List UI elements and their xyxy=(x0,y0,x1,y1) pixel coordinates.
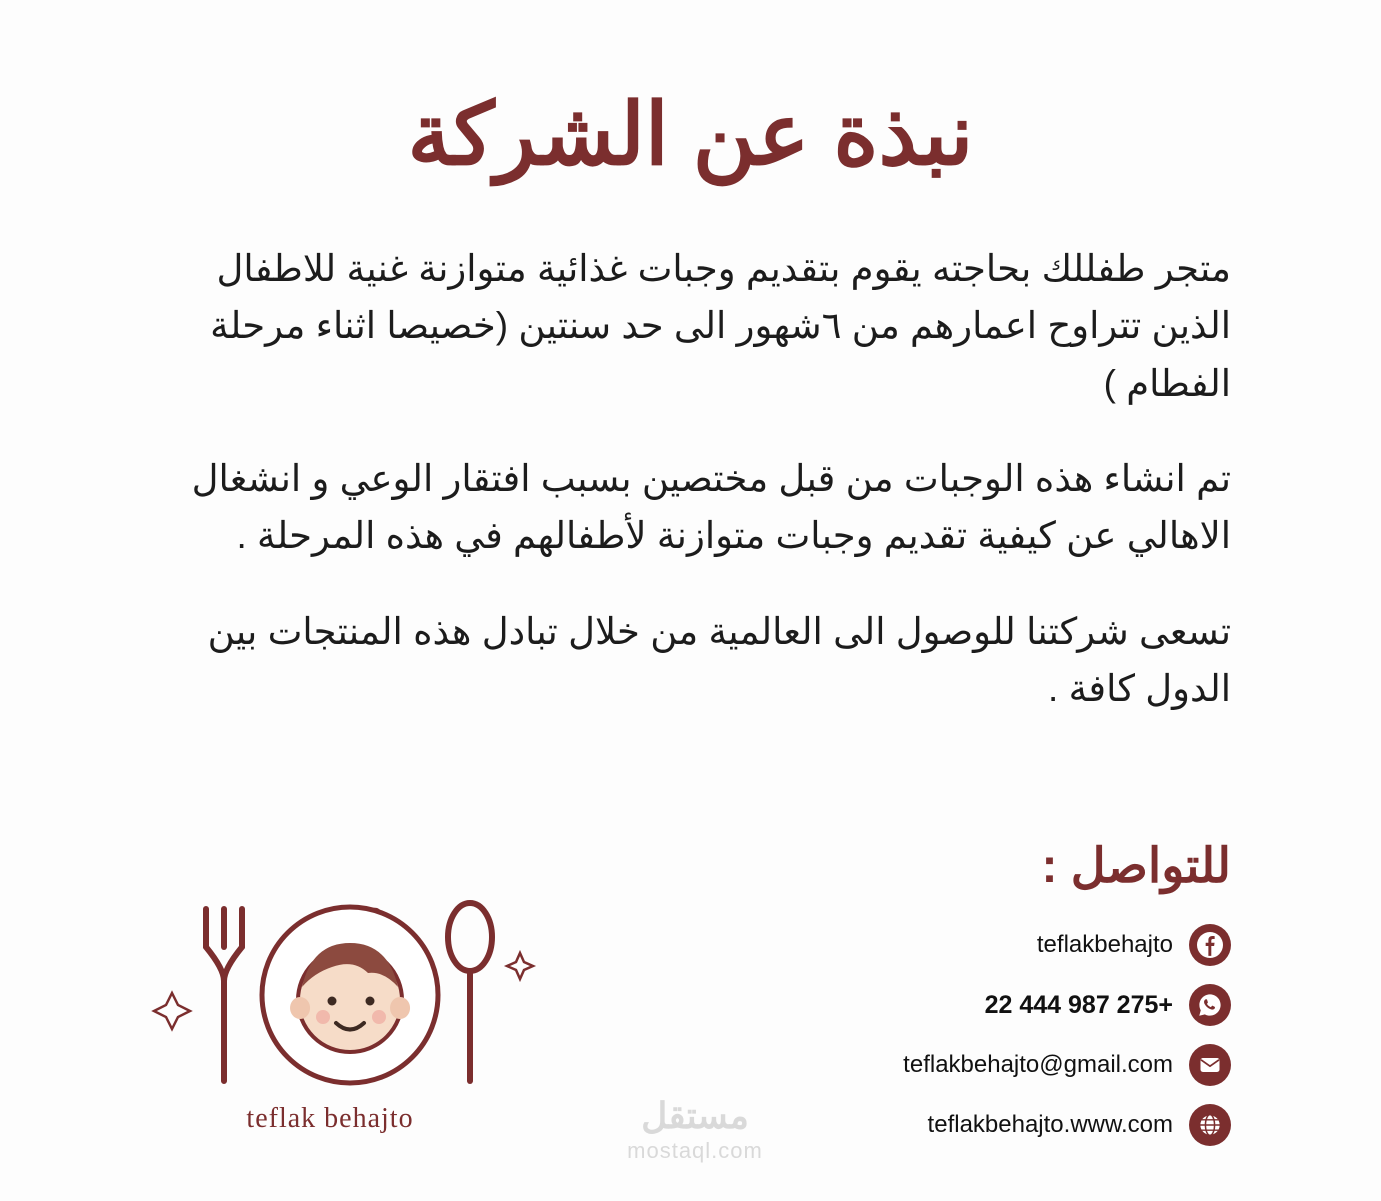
email-icon xyxy=(1189,1044,1231,1086)
contact-heading: للتواصل : xyxy=(1041,840,1231,893)
facebook-icon xyxy=(1189,924,1231,966)
contact-value-whatsapp: 22 444 987 275+ xyxy=(984,990,1173,1019)
contact-row-facebook[interactable] xyxy=(811,925,1231,965)
contact-row-website[interactable] xyxy=(811,1105,1231,1145)
paragraph-2: تم انشاء هذه الوجبات من قبل مختصين بسبب افتقار الوعي و انشغال الاهالي عن كيفية تقديم وجبات متوازنة لأطفالهم في هذه المرحلة . xyxy=(191,458,1231,557)
brand-logo xyxy=(120,875,580,1165)
watermark xyxy=(595,1096,795,1164)
watermark-arabic: مستقل xyxy=(641,1095,749,1136)
logo-caption: teflak behajto xyxy=(246,1103,414,1134)
contact-value-facebook: teflakbehajto xyxy=(1036,931,1173,958)
contact-row-whatsapp[interactable] xyxy=(811,985,1231,1025)
watermark-latin: mostaql.com xyxy=(627,1137,763,1163)
contact-list xyxy=(811,925,1231,1165)
paragraph-3: تسعى شركتنا للوصول الى العالمية من خلال تبادل هذه المنتجات بين الدول كافة . xyxy=(207,610,1231,710)
contact-value-website: teflakbehajto.www.com xyxy=(927,1111,1173,1138)
globe-icon xyxy=(1189,1104,1231,1146)
page-title: نبذة عن الشركة xyxy=(407,87,974,183)
contact-row-email[interactable] xyxy=(811,1045,1231,1085)
paragraph-1: متجر طفللك بحاجته يقوم بتقديم وجبات غذائية متوازنة غنية للاطفال الذين تتراوح اعمارهم من ٦شهور الى حد سنتين (خصيصا اثناء مرحلة الفطام ) xyxy=(210,248,1231,404)
whatsapp-icon xyxy=(1189,984,1231,1026)
contact-value-email: teflakbehajto@gmail.com xyxy=(903,1051,1173,1078)
body-text xyxy=(146,240,1231,755)
